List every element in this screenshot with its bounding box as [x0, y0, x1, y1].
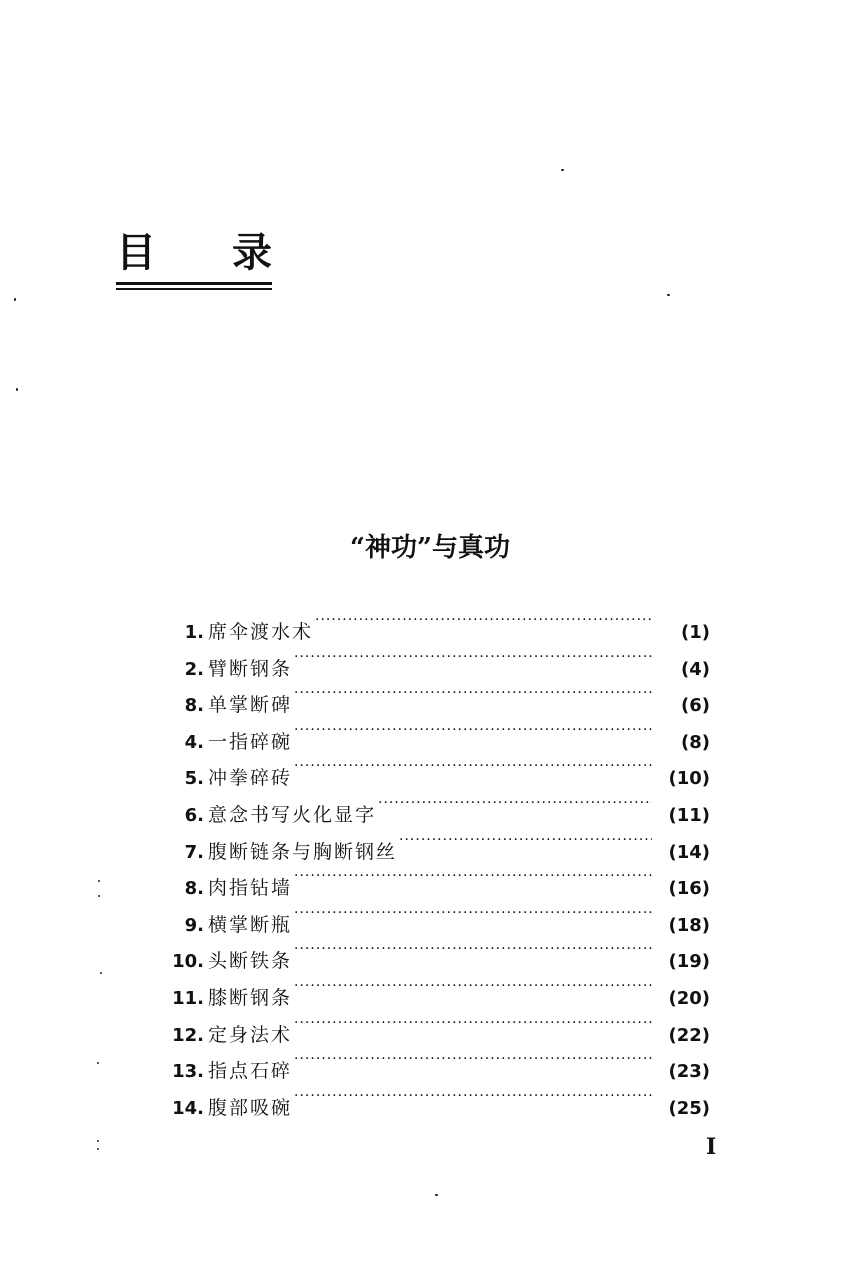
- toc-entry-number: 11.: [172, 987, 204, 1009]
- heading-char-2: 录: [232, 229, 272, 276]
- scan-speck: [100, 972, 102, 974]
- scan-speck: [435, 1194, 438, 1196]
- scan-speck: [98, 880, 100, 882]
- heading-underline: [116, 282, 272, 285]
- dot-leader: [294, 1078, 652, 1114]
- toc-entry-title: 单掌断碑: [208, 694, 293, 717]
- toc-entry-number: 6.: [184, 804, 204, 826]
- toc-list: [150, 602, 710, 1119]
- dot-leader: [294, 895, 652, 931]
- scan-speck: [561, 169, 564, 171]
- toc-entry-number: 13.: [172, 1061, 204, 1083]
- toc-entry-title: 肉指钻墙: [208, 877, 293, 900]
- toc-entry-title: 臂断钢条: [208, 657, 293, 680]
- toc-entry-title: 膝断钢条: [208, 986, 293, 1009]
- toc-entry-page: (19): [668, 951, 710, 973]
- toc-entry-title: 腹断链条与胸断钢丝: [208, 840, 398, 863]
- toc-entry-page: (22): [668, 1024, 710, 1046]
- dot-leader: [315, 602, 652, 638]
- scan-speck: [97, 1148, 99, 1150]
- toc-entry-page: (23): [668, 1061, 710, 1083]
- toc-entry-page: (4): [681, 658, 710, 680]
- page-folio: I: [706, 1134, 717, 1160]
- toc-entry-number: 10.: [172, 951, 204, 973]
- dot-leader: [294, 712, 652, 748]
- toc-entry-title: 席伞渡水术: [208, 621, 314, 643]
- toc-entry-title: 一指碎碗: [208, 730, 293, 753]
- heading-underline-thin: [116, 288, 272, 290]
- toc-entry-page: (11): [668, 804, 710, 826]
- toc-entry-title: 意念书写火化显字: [208, 803, 377, 826]
- toc-entry-title: 横掌断瓶: [208, 913, 293, 936]
- toc-entry-title: 冲拳碎砖: [208, 767, 293, 790]
- contents-heading: [116, 230, 272, 290]
- toc-entry-number: 12.: [172, 1024, 204, 1046]
- toc-entry-number: 4.: [184, 731, 204, 753]
- toc-entry-number: 9.: [184, 914, 204, 936]
- toc-entry-page: (16): [668, 878, 710, 900]
- toc-entry-page: (1): [681, 622, 710, 643]
- section-title: “神功”与真功: [350, 533, 510, 563]
- toc-entry-page: (6): [681, 695, 710, 717]
- toc-entry-page: (10): [668, 768, 710, 790]
- dot-leader: [294, 931, 652, 967]
- scan-speck: [98, 895, 100, 897]
- toc-entry-number: 8.: [184, 878, 204, 900]
- scan-speck: [14, 298, 16, 301]
- scan-speck: [97, 1140, 99, 1142]
- toc-entry-page: (8): [681, 731, 710, 753]
- toc-entry-number: 1.: [184, 622, 204, 643]
- dot-leader: [294, 748, 652, 784]
- toc-entry-number: 8.: [184, 695, 204, 717]
- toc-entry-number: 7.: [184, 841, 204, 863]
- dot-leader: [294, 675, 652, 711]
- toc-entry-page: (14): [668, 841, 710, 863]
- dot-leader: [294, 1005, 652, 1041]
- toc-entry-page: (20): [668, 987, 710, 1009]
- scan-speck: [97, 1062, 99, 1064]
- toc-entry[interactable]: [150, 602, 710, 643]
- dot-leader: [294, 639, 652, 675]
- toc-entry-title: 腹部吸碗: [208, 1096, 293, 1119]
- scan-speck: [16, 388, 18, 391]
- dot-leader: [294, 1041, 652, 1077]
- dot-leader: [378, 785, 652, 821]
- toc-entry-number: 14.: [172, 1097, 204, 1119]
- toc-entry-title: 指点石碎: [208, 1060, 293, 1083]
- dot-leader: [399, 822, 652, 858]
- toc-entry-title: 定身法术: [208, 1023, 293, 1046]
- toc-entry-page: (18): [668, 914, 710, 936]
- dot-leader: [294, 858, 652, 894]
- scan-speck: [667, 294, 670, 296]
- dot-leader: [294, 968, 652, 1004]
- toc-entry-title: 头断铁条: [208, 950, 293, 973]
- toc-entry-number: 2.: [184, 658, 204, 680]
- heading-char-1: 目: [116, 229, 156, 276]
- toc-entry-page: (25): [668, 1097, 710, 1119]
- toc-entry-number: 5.: [184, 768, 204, 790]
